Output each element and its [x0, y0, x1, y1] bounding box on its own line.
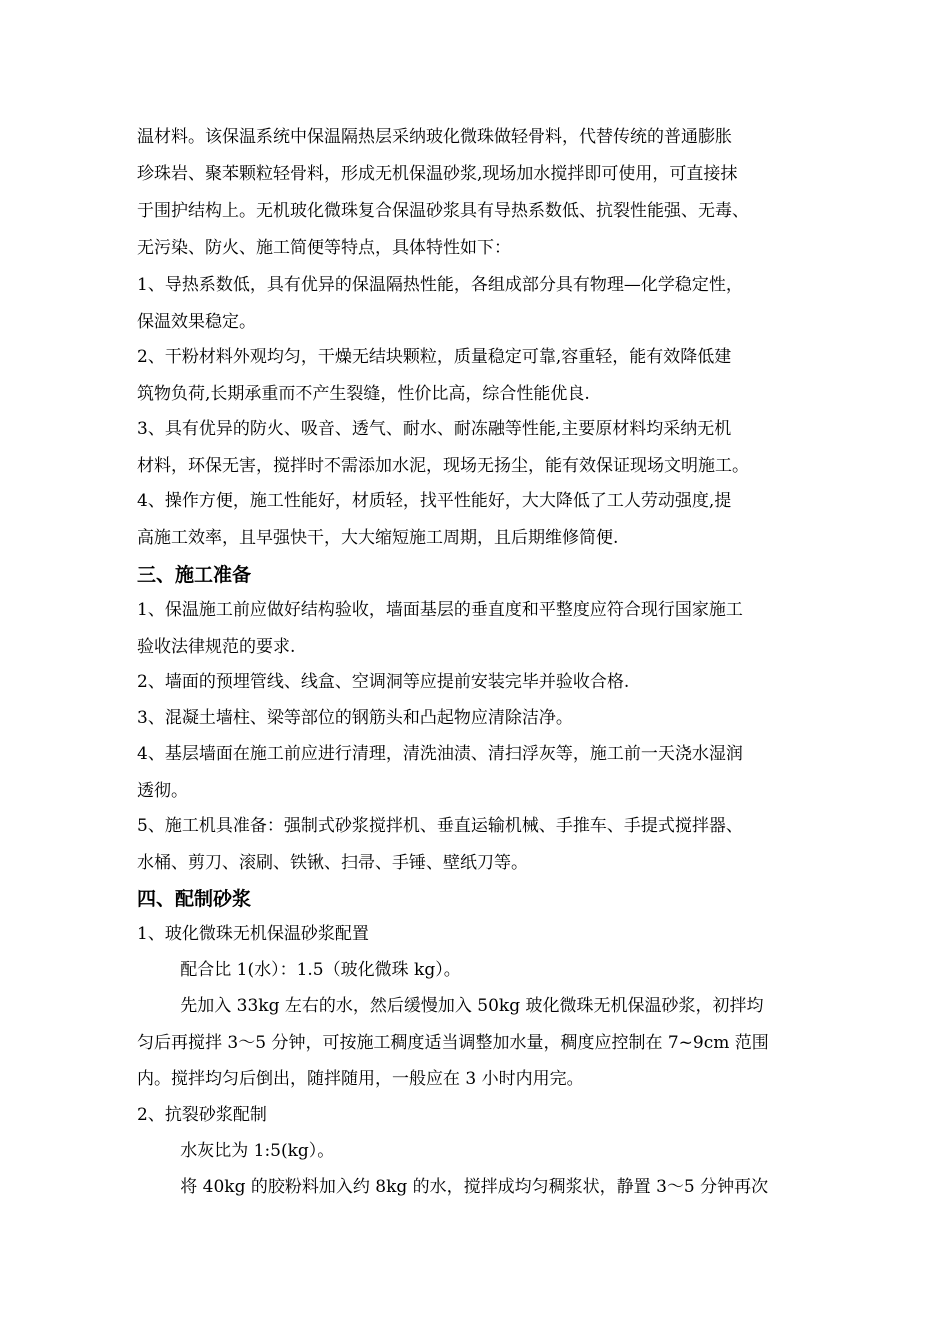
text-line: 无污染、防火、施工简便等特点，具体特性如下：: [137, 238, 511, 258]
text-line: 匀后再搅拌 3～5 分钟，可按施工稠度适当调整加水量，稠度应控制在 7~9cm 范围: [137, 1033, 769, 1053]
text-line: 5、施工机具准备：强制式砂浆搅拌机、垂直运输机械、手推车、手提式搅拌器、: [137, 816, 743, 836]
text-line: 2、抗裂砂浆配制: [137, 1105, 267, 1125]
text-line: 3、混凝土墙柱、梁等部位的钢筋头和凸起物应清除洁净。: [137, 708, 573, 728]
text-line: 4、基层墙面在施工前应进行清理，清洗油渍、清扫浮灰等，施工前一天浇水湿润: [137, 744, 743, 764]
text-line: 先加入 33kg 左右的水，然后缓慢加入 50kg 玻化微珠无机保温砂浆，初拌均: [137, 996, 764, 1016]
text-line: 3、具有优异的防火、吸音、透气、耐水、耐冻融等性能,主要原材料均采纳无机: [137, 419, 732, 439]
text-line: 珍珠岩、聚苯颗粒轻骨料，形成无机保温砂浆,现场加水搅拌即可使用，可直接抹: [137, 164, 738, 184]
text-line: 1、玻化微珠无机保温砂浆配置: [137, 924, 369, 944]
text-line: 配合比 1(水）：1.5（玻化微珠 kg）。: [137, 960, 461, 980]
text-line: 1、导热系数低，具有优异的保温隔热性能，各组成部分具有物理—化学稳定性，: [137, 275, 743, 295]
text-line: 1、保温施工前应做好结构验收，墙面基层的垂直度和平整度应符合现行国家施工: [137, 600, 743, 620]
text-line: 将 40kg 的胶粉料加入约 8kg 的水，搅拌成均匀稠浆状，静置 3～5 分钟再次: [137, 1177, 769, 1197]
section-heading: 三、施工准备: [137, 564, 252, 586]
text-line: 筑物负荷,长期承重而不产生裂缝，性价比高，综合性能优良.: [137, 384, 590, 404]
text-line: 高施工效率，且早强快干，大大缩短施工周期，且后期维修简便.: [137, 528, 619, 548]
section-heading: 四、配制砂浆: [137, 888, 252, 910]
text-line: 验收法律规范的要求.: [137, 637, 296, 657]
text-line: 材料，环保无害，搅拌时不需添加水泥，现场无扬尘，能有效保证现场文明施工。: [137, 456, 749, 476]
text-line: 2、墙面的预埋管线、线盒、空调洞等应提前安装完毕并验收合格.: [137, 672, 630, 692]
text-line: 2、干粉材料外观均匀，干燥无结块颗粒，质量稳定可靠,容重轻，能有效降低建: [137, 347, 732, 367]
text-line: 内。搅拌均匀后倒出，随拌随用，一般应在 3 小时内用完。: [137, 1069, 584, 1089]
text-line: 透彻。: [137, 781, 188, 801]
text-line: 水桶、剪刀、滚刷、铁锹、扫帚、手锤、壁纸刀等。: [137, 853, 528, 873]
text-line: 温材料。该保温系统中保温隔热层采纳玻化微珠做轻骨料，代替传统的普通膨胀: [137, 127, 732, 147]
text-line: 于围护结构上。无机玻化微珠复合保温砂浆具有导热系数低、抗裂性能强、无毒、: [137, 201, 749, 221]
text-line: 保温效果稳定。: [137, 312, 256, 332]
text-line: 水灰比为 1:5(kg）。: [137, 1141, 335, 1161]
text-line: 4、操作方便，施工性能好，材质轻，找平性能好，大大降低了工人劳动强度,提: [137, 491, 732, 511]
